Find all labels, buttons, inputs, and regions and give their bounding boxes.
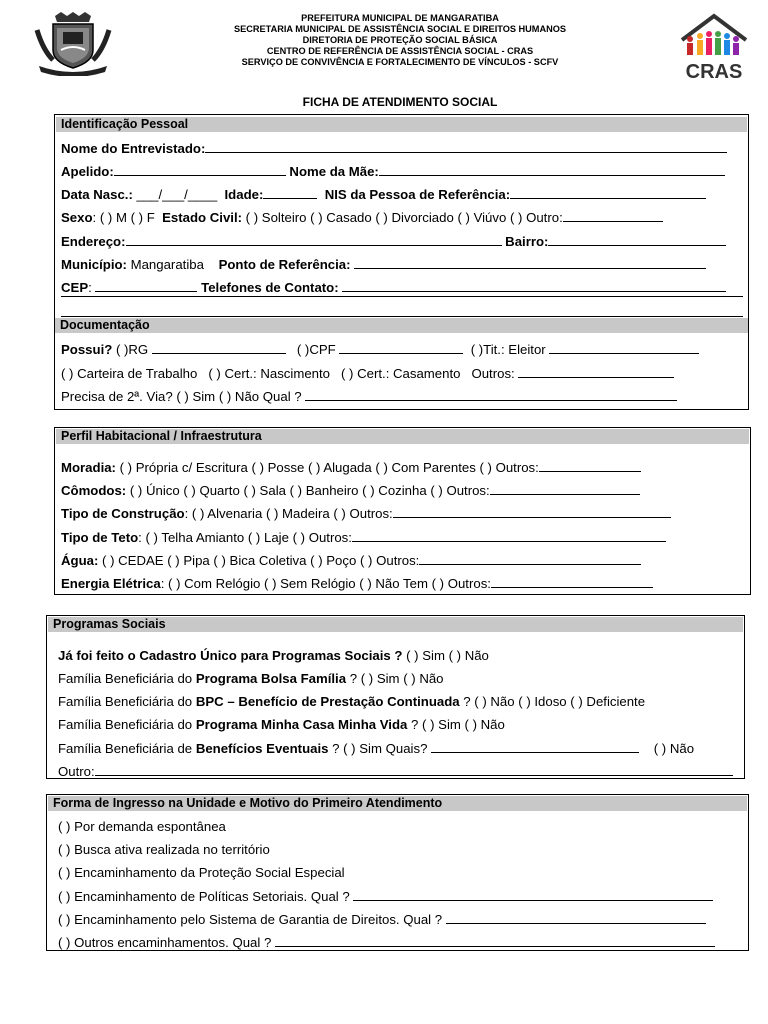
nome-label: Nome do Entrevistado: xyxy=(61,141,206,156)
moradia-label: Moradia: xyxy=(61,460,116,475)
cep-field[interactable] xyxy=(95,279,197,292)
bairro-label: Bairro: xyxy=(505,234,549,249)
cadastro-label: Já foi feito o Cadastro Único para Programas Sociais ? xyxy=(58,648,403,663)
eventuais-label: Benefícios Eventuais xyxy=(195,741,329,756)
bolsa-familia-row xyxy=(58,671,444,687)
eventuais-row xyxy=(58,740,694,757)
cpf-field[interactable] xyxy=(339,341,463,354)
ingresso-item-label: ( ) Encaminhamento da Proteção Social Especial xyxy=(58,865,345,880)
endereco-field[interactable] xyxy=(126,233,502,246)
moradia-options[interactable]: ( ) Própria c/ Escritura ( ) Posse ( ) Alugada ( ) Com Parentes ( ) Outros: xyxy=(115,460,539,475)
construcao-label: Tipo de Construção xyxy=(61,506,185,521)
ingresso-item-label: ( ) Por demanda espontânea xyxy=(58,819,226,834)
ingresso-item-label: ( ) Busca ativa realizada no território xyxy=(58,842,270,857)
cadastro-row xyxy=(58,648,489,664)
cert-casamento-option[interactable]: ( ) Cert.: Casamento xyxy=(341,366,461,381)
teto-options[interactable]: : ( ) Telha Amianto ( ) Laje ( ) Outros: xyxy=(138,530,352,545)
possui-row xyxy=(61,341,699,358)
cras-logo xyxy=(676,12,752,82)
comodos-row xyxy=(61,482,640,499)
referencia-label: Ponto de Referência: xyxy=(218,257,351,272)
mae-field[interactable] xyxy=(379,163,725,176)
outro-field[interactable] xyxy=(95,763,733,776)
outro-label: Outro: xyxy=(58,764,95,779)
endereco-row xyxy=(61,233,726,250)
habitacional-heading: Perfil Habitacional / Infraestrutura xyxy=(56,429,749,444)
ingresso-item-label: ( ) Encaminhamento de Políticas Setoriais. Qual ? xyxy=(58,889,350,904)
cep-underline xyxy=(61,296,743,297)
construcao-outros-field[interactable] xyxy=(393,505,671,518)
bpc-label: BPC – Benefício de Prestação Continuada xyxy=(195,694,460,709)
cpf-option[interactable]: ( )CPF xyxy=(296,342,336,357)
nis-field[interactable] xyxy=(510,186,706,199)
bolsa-label: Programa Bolsa Família xyxy=(195,671,347,686)
ingresso-item-protecao-especial[interactable] xyxy=(58,865,345,881)
minha-casa-options[interactable]: ? ( ) Sim ( ) Não xyxy=(407,717,505,732)
titulo-field[interactable] xyxy=(549,341,699,354)
cert-nasc-option[interactable]: ( ) Cert.: Nascimento xyxy=(208,366,330,381)
cep-label: CEP xyxy=(61,280,89,295)
sexo-row xyxy=(61,209,663,226)
construcao-row xyxy=(61,505,671,522)
ingresso-item-label: ( ) Outros encaminhamentos. Qual ? xyxy=(58,935,272,950)
apelido-label: Apelido: xyxy=(61,164,114,179)
eventuais-nao-option[interactable]: ( ) Não xyxy=(653,741,695,756)
bpc-row xyxy=(58,694,645,710)
endereco-label: Endereço: xyxy=(61,234,126,249)
comodos-outros-field[interactable] xyxy=(490,482,640,495)
construcao-options[interactable]: : ( ) Alvenaria ( ) Madeira ( ) Outros: xyxy=(184,506,393,521)
energia-options[interactable]: : ( ) Com Relógio ( ) Sem Relógio ( ) Não Tem ( ) Outros: xyxy=(160,576,491,591)
moradia-outros-field[interactable] xyxy=(539,459,641,472)
documentacao-heading: Documentação xyxy=(55,318,748,333)
teto-label: Tipo de Teto xyxy=(61,530,139,545)
rg-field[interactable] xyxy=(152,341,286,354)
ingresso-item-espontanea[interactable] xyxy=(58,819,226,835)
energia-outros-field[interactable] xyxy=(491,575,653,588)
politicas-setoriais-field[interactable] xyxy=(353,888,713,901)
apelido-field[interactable] xyxy=(114,163,286,176)
bpc-prefix: Família Beneficiária do xyxy=(58,694,196,709)
telefones-label: Telefones de Contato: xyxy=(201,280,339,295)
extra-line[interactable] xyxy=(61,316,743,317)
comodos-label: Cômodos: xyxy=(61,483,127,498)
bolsa-prefix: Família Beneficiária do xyxy=(58,671,196,686)
nis-label: NIS da Pessoa de Referência: xyxy=(324,187,511,202)
rg-option[interactable]: ( )RG xyxy=(112,342,149,357)
agua-row xyxy=(61,552,641,569)
energia-row xyxy=(61,575,653,592)
header-line-2: SECRETARIA MUNICIPAL DE ASSISTÊNCIA SOCIAL E DIREITOS HUMANOS xyxy=(234,24,566,34)
municipio-row xyxy=(61,256,706,273)
sexo-options[interactable]: : ( ) M ( ) F xyxy=(92,210,155,225)
nasc-row xyxy=(61,186,706,203)
outros-encaminhamentos-field[interactable] xyxy=(275,934,715,947)
ingresso-item-politicas-setoriais[interactable] xyxy=(58,888,713,905)
cadastro-options[interactable]: ( ) Sim ( ) Não xyxy=(402,648,489,663)
carteira-option[interactable]: ( ) Carteira de Trabalho xyxy=(61,366,198,381)
header-line-1: PREFEITURA MUNICIPAL DE MANGARATIBA xyxy=(301,13,499,23)
minha-casa-label: Programa Minha Casa Minha Vida xyxy=(195,717,408,732)
possui-label: Possui? xyxy=(61,342,113,357)
programas-heading: Programas Sociais xyxy=(48,617,743,632)
municipio-value: Mangaratiba xyxy=(126,257,204,272)
idade-field[interactable] xyxy=(263,186,317,199)
bairro-field[interactable] xyxy=(548,233,726,246)
eventuais-options[interactable]: ? ( ) Sim Quais? xyxy=(328,741,428,756)
idade-label: Idade: xyxy=(224,187,264,202)
page-title: FICHA DE ATENDIMENTO SOCIAL xyxy=(302,95,498,109)
ingresso-item-outros[interactable] xyxy=(58,934,715,951)
ingresso-item-busca-ativa[interactable] xyxy=(58,842,270,858)
segunda-via-field[interactable] xyxy=(305,388,677,401)
header-line-3: DIRETORIA DE PROTEÇÃO SOCIAL BÁSICA xyxy=(302,35,498,45)
agua-label: Água: xyxy=(61,553,99,568)
segunda-via-label[interactable]: Precisa de 2ª. Via? ( ) Sim ( ) Não Qual ? xyxy=(61,389,302,404)
cras-logo-text: CRAS xyxy=(685,61,743,82)
garantia-direitos-field[interactable] xyxy=(446,911,706,924)
titulo-option[interactable]: ( )Tit.: Eleitor xyxy=(470,342,546,357)
ingresso-item-garantia-direitos[interactable] xyxy=(58,911,706,928)
referencia-field[interactable] xyxy=(354,256,706,269)
agua-options[interactable]: ( ) CEDAE ( ) Pipa ( ) Bica Coletiva ( ) Poço ( ) Outros: xyxy=(98,553,420,568)
eventuais-prefix: Família Beneficiária de xyxy=(58,741,196,756)
ingresso-heading: Forma de Ingresso na Unidade e Motivo do Primeiro Atendimento xyxy=(48,796,747,811)
telefones-field[interactable] xyxy=(342,279,726,292)
nome-field[interactable] xyxy=(205,140,727,153)
nasc-field[interactable]: ___/___/____ xyxy=(136,187,218,202)
municipal-crest-logo xyxy=(33,10,113,76)
header-line-5: SERVIÇO DE CONVIVÊNCIA E FORTALECIMENTO DE VÍNCULOS - SCFV xyxy=(241,57,559,67)
comodos-options[interactable]: ( ) Único ( ) Quarto ( ) Sala ( ) Banheiro ( ) Cozinha ( ) Outros: xyxy=(126,483,490,498)
sexo-label: Sexo xyxy=(61,210,93,225)
documentos-row xyxy=(61,365,674,382)
nome-row xyxy=(61,140,727,157)
minha-casa-prefix: Família Beneficiária do xyxy=(58,717,196,732)
bpc-options[interactable]: ? ( ) Não ( ) Idoso ( ) Deficiente xyxy=(459,694,646,709)
agua-outros-field[interactable] xyxy=(419,552,641,565)
minha-casa-row xyxy=(58,717,505,733)
estado-civil-label: Estado Civil: xyxy=(162,210,242,225)
outro-row xyxy=(58,763,733,780)
ingresso-item-label: ( ) Encaminhamento pelo Sistema de Garantia de Direitos. Qual ? xyxy=(58,912,443,927)
apelido-row xyxy=(61,163,725,180)
mae-label: Nome da Mãe: xyxy=(289,164,379,179)
estado-civil-options[interactable]: ( ) Solteiro ( ) Casado ( ) Divorciado ( ) Viúvo ( ) Outro: xyxy=(242,210,563,225)
identificacao-heading: Identificação Pessoal xyxy=(56,117,747,132)
energia-label: Energia Elétrica xyxy=(61,576,161,591)
nasc-label: Data Nasc.: xyxy=(61,187,133,202)
municipio-label: Município: xyxy=(61,257,127,272)
teto-row xyxy=(61,529,666,546)
outros-field[interactable] xyxy=(518,365,674,378)
cep-row: CEP: Telefones de Contato: xyxy=(61,279,726,296)
estado-civil-outro-field[interactable] xyxy=(563,209,663,222)
bolsa-options[interactable]: ? ( ) Sim ( ) Não xyxy=(346,671,444,686)
teto-outros-field[interactable] xyxy=(352,529,666,542)
moradia-row xyxy=(61,459,641,476)
header-line-4: CENTRO DE REFERÊNCIA DE ASSISTÊNCIA SOCIAL - CRAS xyxy=(266,46,534,56)
eventuais-quais-field[interactable] xyxy=(431,740,639,753)
outros-label: Outros: xyxy=(471,366,515,381)
segunda-via-row xyxy=(61,388,677,405)
